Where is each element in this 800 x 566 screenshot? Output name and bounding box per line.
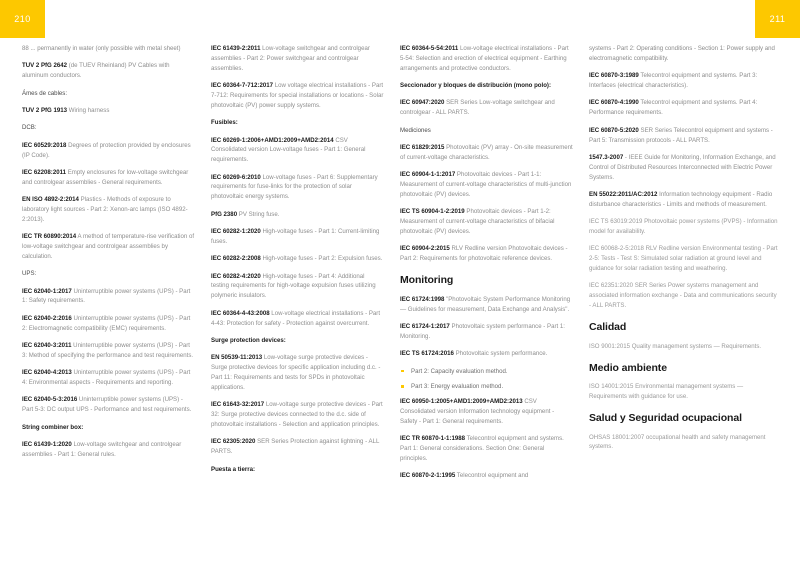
standard-code: IEC 61643-32:2017 <box>211 401 265 409</box>
standard-description: Uninterruptible power systems (UPS) - Part 2: Electromagnetic compatibility (EMC) requirements. <box>22 314 191 332</box>
column-2 <box>211 44 400 544</box>
standard-entry <box>400 207 573 237</box>
standard-description: Empty enclosures for low-voltage switchgear and controlgear assemblies - General requirements. <box>22 168 189 186</box>
standard-code: IEC 60269-6:2010 <box>211 173 261 181</box>
standard-entry <box>211 437 384 457</box>
standard-entry <box>400 471 573 481</box>
section-heading: Medio ambiente <box>589 361 667 374</box>
sub-heading: Surge protection devices: <box>211 336 286 344</box>
standard-entry <box>211 400 384 430</box>
standard-code: 1547.3-2007 <box>589 153 624 161</box>
standard-code: IEC 60947:2020 <box>400 99 445 107</box>
standard-code: TUV 2 PfG 2642 <box>22 62 68 70</box>
list-item <box>400 382 573 392</box>
standard-entry <box>211 272 384 302</box>
standard-entry <box>589 342 778 352</box>
standard-code: IEC 61724-1:2017 <box>400 322 450 330</box>
standard-entry <box>400 349 573 359</box>
section-heading: Salud y Seguridad ocupacional <box>589 411 742 424</box>
standard-entry <box>400 397 573 427</box>
standard-description: "Photovoltaic System Performance Monitoring — Guidelines for measurement, Data Exchange and Analysis". <box>400 295 571 313</box>
standard-entry <box>211 309 384 329</box>
standard-description: SER Series Low-voltage switchgear and controlgear - ALL PARTS. <box>400 99 555 117</box>
standard-code: IEC 62040-2:2016 <box>22 314 72 322</box>
standard-description: Telecontrol equipment and systems. Part 3: Interfaces (electrical characteristics). <box>589 72 758 90</box>
standard-entry <box>589 281 778 311</box>
standard-code: IEC 62040-1:2017 <box>22 287 72 295</box>
standard-entry <box>400 143 573 163</box>
standard-description: Uninterruptible power systems (UPS) - Part 3: Method of specifying the performance and test requirements. <box>22 342 194 359</box>
standard-code: IEC 60904-1-1:2017 <box>400 171 456 179</box>
standard-entry <box>211 227 384 247</box>
standard-entry <box>400 44 573 74</box>
standard-description: Degrees of protection provided by enclosures (IP Code). <box>22 141 191 159</box>
standard-entry <box>22 341 195 361</box>
standard-description: A method of temperature-rise verification of low-voltage switchgear and controlgear assemblies by calculation. <box>22 233 195 260</box>
standard-entry <box>22 314 195 334</box>
standard-code: IEC 60364-7-712:2017 <box>211 82 273 90</box>
standard-description: Low voltage electrical installations - Part 7-712: Requirements for special installations or locations - Solar photovoltaic (PV) power supply systems. <box>211 82 384 109</box>
standard-entry <box>589 217 778 237</box>
standard-entry <box>211 136 384 166</box>
standard-description: SER Series Protection against lightning - ALL PARTS. <box>211 438 380 456</box>
standard-entry <box>400 170 573 200</box>
standard-description: Photovoltaic devices - Part 1-1: Measurement of current-voltage characteristics of multi-junction photovoltaic (PV) devices. <box>400 171 572 198</box>
section-heading: Calidad <box>589 321 627 334</box>
standard-description: High-voltage fuses - Part 4: Additional testing requirements for high-voltage expulsion fuses utilizing polymeric insulators. <box>211 272 376 300</box>
standard-entry <box>589 190 778 210</box>
standard-entry <box>400 295 573 315</box>
standard-description: High-voltage fuses - Part 2: Expulsion fuses. <box>260 255 383 263</box>
standard-entry <box>589 71 778 91</box>
standard-entry <box>22 106 195 116</box>
standard-entry <box>22 61 195 81</box>
standard-code: IEC 60950-1:2005+AMD1:2009+AMD2:2013 <box>400 398 523 406</box>
sub-heading: Ámes de cables: <box>22 89 68 97</box>
standard-entry <box>400 98 573 118</box>
standard-code: IEC TS 60904-1-2:2019 <box>400 208 465 216</box>
standard-code: IEC 61439-1:2020 <box>22 441 72 449</box>
standard-code: IEC 62040-5-3:2016 <box>22 396 78 404</box>
standard-entry <box>589 44 778 64</box>
standard-entry <box>22 232 195 262</box>
standard-code: IEC 62305:2020 <box>211 438 256 446</box>
standard-code: IEC 60282-2:2008 <box>211 255 261 263</box>
sub-heading: Seccionador y bloques de distribución (mono polo): <box>400 82 551 90</box>
standard-code: IEC 62208:2011 <box>22 168 67 176</box>
standard-entry <box>22 440 195 460</box>
standard-code: IEC 60269-1:2006+AMD1:2009+AMD2:2014 <box>211 136 334 144</box>
standard-code: IEC 60870-4:1990 <box>589 99 639 107</box>
column-1 <box>22 44 211 544</box>
standard-code: systems - Part 2: Operating conditions - Section 1: Power supply and electromagnetic compatibility. <box>589 45 775 62</box>
standard-description: Photovoltaic system performance. <box>453 350 548 358</box>
standard-description: Plastics - Methods of exposure to laboratory light sources - Part 2: Xenon-arc lamps (ISO 4892-2:2013). <box>22 196 188 223</box>
standard-entry <box>211 81 384 111</box>
standard-description: Wiring harness <box>67 106 110 114</box>
standard-entry <box>22 287 195 307</box>
sub-heading: UPS: <box>22 270 37 278</box>
standard-code: IEC TR 60870-1-1:1988 <box>400 435 466 443</box>
standard-code: IEC 60529:2018 <box>22 141 67 149</box>
list-item-label: Part 2: Capacity evaluation method. <box>411 367 508 375</box>
standard-entry <box>589 126 778 146</box>
standard-description: Low-voltage switchgear and controlgear assemblies - Part 2: Power switchgear and controlgear assemblies. <box>211 45 370 72</box>
sub-heading: String combiner box: <box>22 423 84 431</box>
standard-code: IEC 62351:2020 SER Series Power systems management and associated information exchange - Data and communications security - ALL PARTS. <box>589 282 777 310</box>
standard-entry <box>589 382 778 402</box>
sub-heading: Puesta a tierra: <box>211 465 256 473</box>
bullet-square-icon <box>401 385 404 388</box>
standard-entry <box>211 44 384 74</box>
standard-description: CSV Consolidated version Information technology equipment - Safety - Part 1: General requirements. <box>400 398 555 425</box>
standard-code: IEC 60364-4-43:2008 <box>211 309 270 317</box>
standard-entry <box>211 210 384 220</box>
standard-entry <box>22 168 195 188</box>
standard-code: IEC 60364-5-54:2011 <box>400 45 459 52</box>
standard-code: 88 ... permanently in water (only possible with metal sheet) <box>22 45 181 52</box>
standard-description: CSV Consolidated version Low-voltage fuses - Part 1: General requirements. <box>211 136 366 164</box>
standard-description: PV String fuse. <box>237 210 280 218</box>
standard-code: IEC 61829:2015 <box>400 144 445 152</box>
standard-entry <box>589 153 778 183</box>
standard-code: PfG 2380 <box>211 210 238 218</box>
list-item-label: Part 3: Energy evaluation method. <box>411 382 504 390</box>
standard-entry <box>589 433 778 453</box>
standard-code: EN 55022:2011/AC:2012 <box>589 190 658 198</box>
page-number-right: 211 <box>755 0 800 38</box>
standard-description: Low-voltage electrical installations - Part 4-43: Protection for safety - Protection against overcurrent. <box>211 309 381 327</box>
standard-description: (de TUEV Rheinland) PV Cables with aluminum conductors. <box>22 62 170 80</box>
standard-code: IEC 60870-3:1989 <box>589 72 639 80</box>
standard-code: EN 50539-11:2013 <box>211 354 263 362</box>
standard-code: EN ISO 4892-2:2014 <box>22 196 79 204</box>
standard-entry <box>22 395 195 415</box>
standard-description: Photovoltaic (PV) array - On-site measurement of current-voltage characteristics. <box>400 144 573 161</box>
standard-code: IEC 61439-2:2011 <box>211 45 261 52</box>
standard-entry <box>400 434 573 464</box>
standard-description: Low-voltage switchgear and controlgear assemblies - Part 1: General rules. <box>22 441 182 458</box>
standard-entry <box>22 141 195 161</box>
standard-description: - IEEE Guide for Monitoring, Information Exchange, and Control of Distributed Resources Interconnected with Electric Power Systems. <box>589 153 776 181</box>
standard-code: IEC 60904-2:2015 <box>400 245 450 253</box>
standard-code: IEC TS 61724:2016 <box>400 350 454 358</box>
standard-description: RLV Redline version Photovoltaic devices - Part 2: Requirements for photovoltaic reference devices. <box>400 245 568 263</box>
standard-code: ISO 9001:2015 Quality management systems — Requirements. <box>589 342 762 350</box>
column-3 <box>400 44 589 544</box>
standard-entry <box>22 44 195 54</box>
section-heading: Monitoring <box>400 274 454 287</box>
standard-entry <box>22 368 195 388</box>
standard-description: Uninterruptible power systems (UPS) - Part 4: Environmental aspects - Requirements and reporting. <box>22 369 191 387</box>
standard-description: Information technology equipment - Radio disturbance characteristics - Limits and methods of measurement. <box>589 190 773 208</box>
standard-entry <box>211 353 384 392</box>
standard-code: IEC 61724:1998 <box>400 295 445 303</box>
standard-code: ISO 14001:2015 Environmental management systems — Requirements with guidance for use. <box>589 383 744 401</box>
standard-entry <box>589 98 778 118</box>
standard-description: Telecontrol equipment and <box>455 472 529 480</box>
standard-description: Low-voltage fuses - Part 6: Supplementary requirements for fuse-links for the protection of solar photovoltaic energy systems. <box>211 173 378 201</box>
standard-description: Low-voltage surge protective devices - Surge protective devices for specific application including d.c. - Part 11: Requirements and tests for SPDs in photovoltaic applications. <box>211 354 381 391</box>
content-columns <box>0 44 800 544</box>
standard-description: Telecontrol equipment and systems. Part 4: Performance requirements. <box>589 99 758 117</box>
standard-description: Low-voltage electrical installations - Part 5-54: Selection and erection of electrical equipment - Earthing arrangements and protective conductors. <box>400 45 569 72</box>
standard-entry <box>211 254 384 264</box>
standard-code: OHSAS 18001:2007 occupational health and safety management systems. <box>589 433 766 451</box>
standard-code: IEC 62040-3:2011 <box>22 342 72 350</box>
standard-description: Telecontrol equipment and systems. Part 1: General considerations. Section One: General principles. <box>400 435 564 463</box>
standard-description: SER Series Telecontrol equipment and systems - Part 5: Transmission protocols - ALL PARTS. <box>589 126 773 144</box>
standard-code: IEC 60870-2-1:1995 <box>400 472 456 480</box>
standard-entry <box>400 322 573 342</box>
standard-description: Low-voltage surge protective devices - Part 32: Surge protective devices connected to the d.c. side of photovoltaic installations - Selection and application principles. <box>211 401 383 428</box>
standard-entry <box>400 244 573 264</box>
sub-heading: Fusibles: <box>211 119 238 127</box>
page-number-left: 210 <box>0 0 45 38</box>
standard-description: High-voltage fuses - Part 1: Current-limiting fuses. <box>211 228 380 245</box>
standard-code: IEC 60282-1:2020 <box>211 228 261 236</box>
standard-description: Uninterruptible power systems (UPS) - Part 5-3: DC output UPS - Performance and test requirements. <box>22 396 192 414</box>
bullet-square-icon <box>401 370 404 373</box>
sub-heading: DCB: <box>22 124 37 132</box>
standard-code: IEC TS 63019:2019 Photovoltaic power systems (PVPS) - Information model for availability. <box>589 218 778 236</box>
standard-code: IEC TR 60890:2014 <box>22 233 77 241</box>
standard-entry <box>211 173 384 203</box>
standard-code: IEC 62040-4:2013 <box>22 369 72 377</box>
standard-code: TUV 2 PfG 1913 <box>22 106 68 114</box>
standard-entry <box>22 195 195 225</box>
standard-code: IEC 60870-5:2020 <box>589 126 639 134</box>
standard-code: IEC 60282-4:2020 <box>211 272 261 280</box>
standard-code: IEC 60068-2-5:2018 RLV Redline version Environmental testing - Part 2-5: Tests - Test S: Simulated solar radiation at ground level and guidance for solar radiation testing and weathering. <box>589 245 778 273</box>
sub-heading: Mediciones <box>400 126 431 134</box>
standard-entry <box>589 244 778 274</box>
standard-description: Photovoltaic system performance - Part 1: Monitoring. <box>400 322 565 340</box>
list-item <box>400 367 573 377</box>
standard-description: Uninterruptible power systems (UPS) - Part 1: Safety requirements. <box>22 287 191 305</box>
standard-description: Photovoltaic devices - Part 1-2: Measurement of current-voltage characteristics of bifacial photovoltaic (PV) devices. <box>400 208 555 236</box>
column-4 <box>589 44 778 544</box>
